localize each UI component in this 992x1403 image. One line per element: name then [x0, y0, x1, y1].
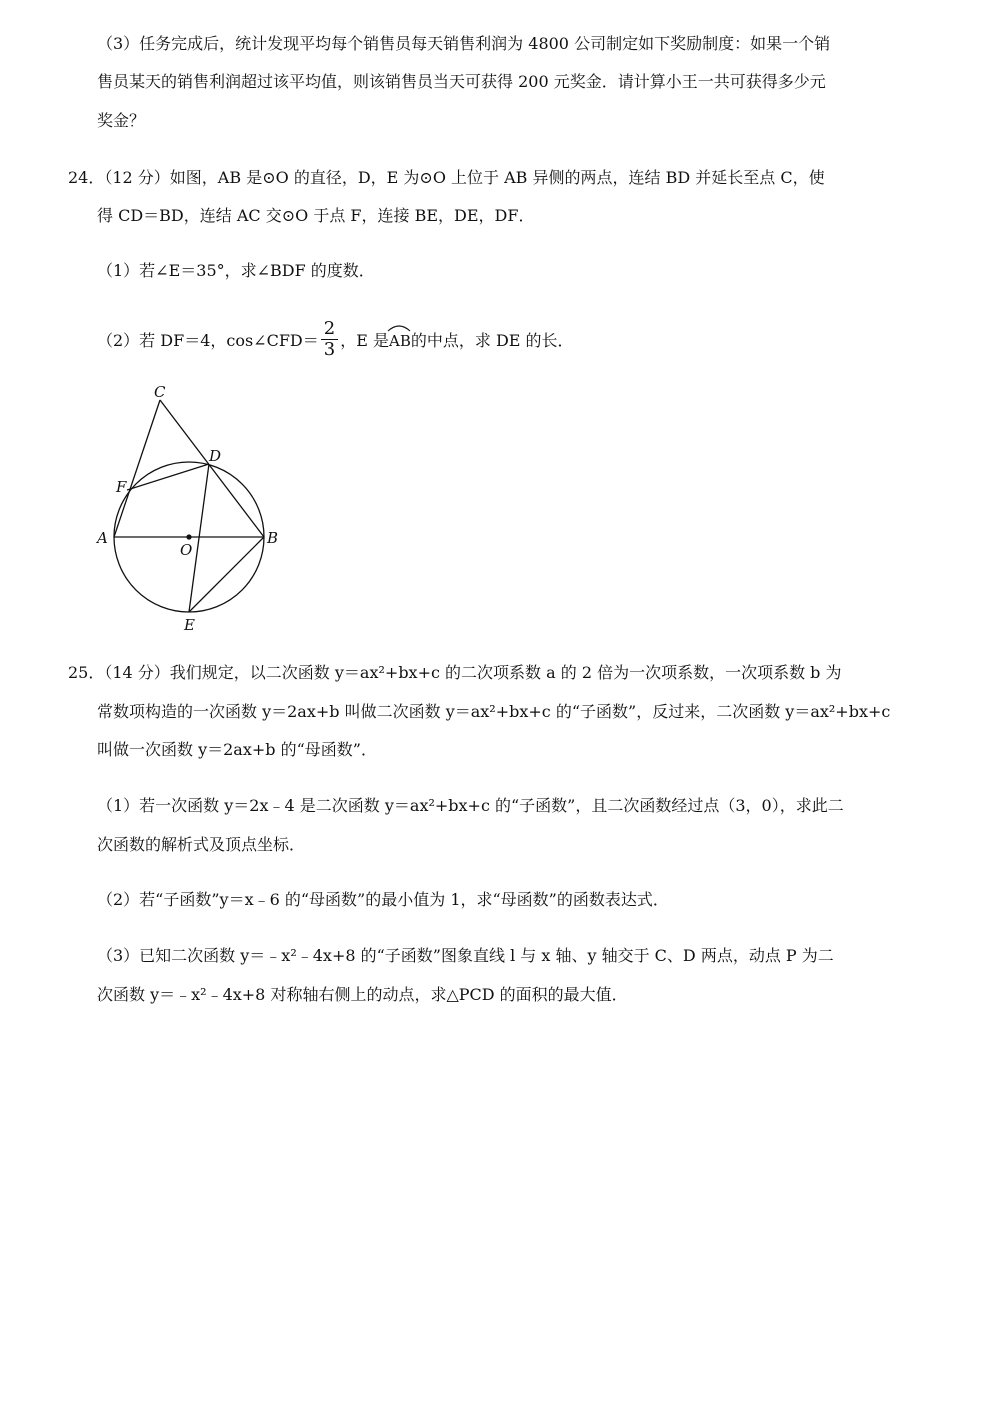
label-f: F [116, 478, 127, 496]
segment-eb [189, 537, 264, 612]
q25-part1-line2: 次函数的解析式及顶点坐标． [97, 835, 306, 854]
q24-part2-mid: ，E 是 [340, 331, 389, 350]
figure-lines [114, 400, 264, 612]
q25-stem-line3: 叫做一次函数 y＝2ax+b 的“母函数”． [97, 740, 377, 759]
fraction-denominator: 3 [323, 339, 336, 360]
arc-mark-icon [387, 323, 411, 332]
q24-part2 [97, 318, 574, 362]
q25-stem-line2: 常数项构造的一次函数 y＝2ax+b 叫做二次函数 y＝ax²+bx+c 的“子函数”，反过来，二次函数 y＝ax²+bx+c [97, 702, 891, 721]
center-point-o [186, 534, 191, 539]
segment-ac [114, 400, 160, 537]
arc-label-text: AB [389, 332, 411, 350]
q25-part3-line1: （3）已知二次函数 y＝﹣x²﹣4x+8 的“子函数”图象直线 l 与 x 轴、y 轴交于 C、D 两点，动点 P 为二 [97, 946, 834, 965]
label-o: O [180, 541, 193, 559]
q24-part2-suffix: 的中点，求 DE 的长． [410, 331, 574, 350]
label-b: B [267, 529, 279, 547]
segment-de [189, 464, 209, 612]
q25-part2: （2）若“子函数”y＝x﹣6 的“母函数”的最小值为 1，求“母函数”的函数表达式． [97, 890, 669, 909]
label-d: D [209, 447, 222, 465]
segment-fd [127, 464, 209, 490]
q23-part3-line3: 奖金？ [97, 111, 146, 130]
q24-part2-prefix: （2）若 DF＝4，cos∠CFD＝ [97, 331, 319, 350]
q24-geometry-figure [95, 380, 285, 635]
q25-stem-line1: 25．（14 分）我们规定，以二次函数 y＝ax²+bx+c 的二次项系数 a 的 2 倍为一次项系数，一次项系数 b 为 [68, 663, 842, 682]
label-e: E [184, 616, 195, 634]
label-c: C [154, 383, 166, 401]
segment-cb [160, 400, 264, 537]
q24-part1: （1）若∠E＝35°，求∠BDF 的度数． [97, 261, 375, 280]
q24-part2-fraction [321, 319, 338, 360]
q24-stem-line2: 得 CD＝BD，连结 AC 交⊙O 于点 F，连接 BE，DE，DF． [97, 206, 535, 225]
q25-part3-line2: 次函数 y＝﹣x²﹣4x+8 对称轴右侧上的动点，求△PCD 的面积的最大值． [97, 985, 628, 1004]
q24-stem-line1: 24．（12 分）如图，AB 是⊙O 的直径，D，E 为⊙O 上位于 AB 异侧的两点，连结 BD 并延长至点 C，使 [68, 168, 825, 187]
label-a: A [97, 529, 108, 547]
q23-part3-line1: （3）任务完成后，统计发现平均每个销售员每天销售利润为 4800 公司制定如下奖励制度：如果一个销 [97, 34, 831, 53]
fraction-numerator: 2 [321, 319, 338, 340]
arc-label [389, 331, 411, 351]
q23-part3-line2: 售员某天的销售利润超过该平均值，则该销售员当天可获得 200 元奖金．请计算小王一共可获得多少元 [97, 72, 826, 91]
q25-part1-line1: （1）若一次函数 y＝2x﹣4 是二次函数 y＝ax²+bx+c 的“子函数”，且二次函数经过点（3，0），求此二 [97, 796, 844, 815]
